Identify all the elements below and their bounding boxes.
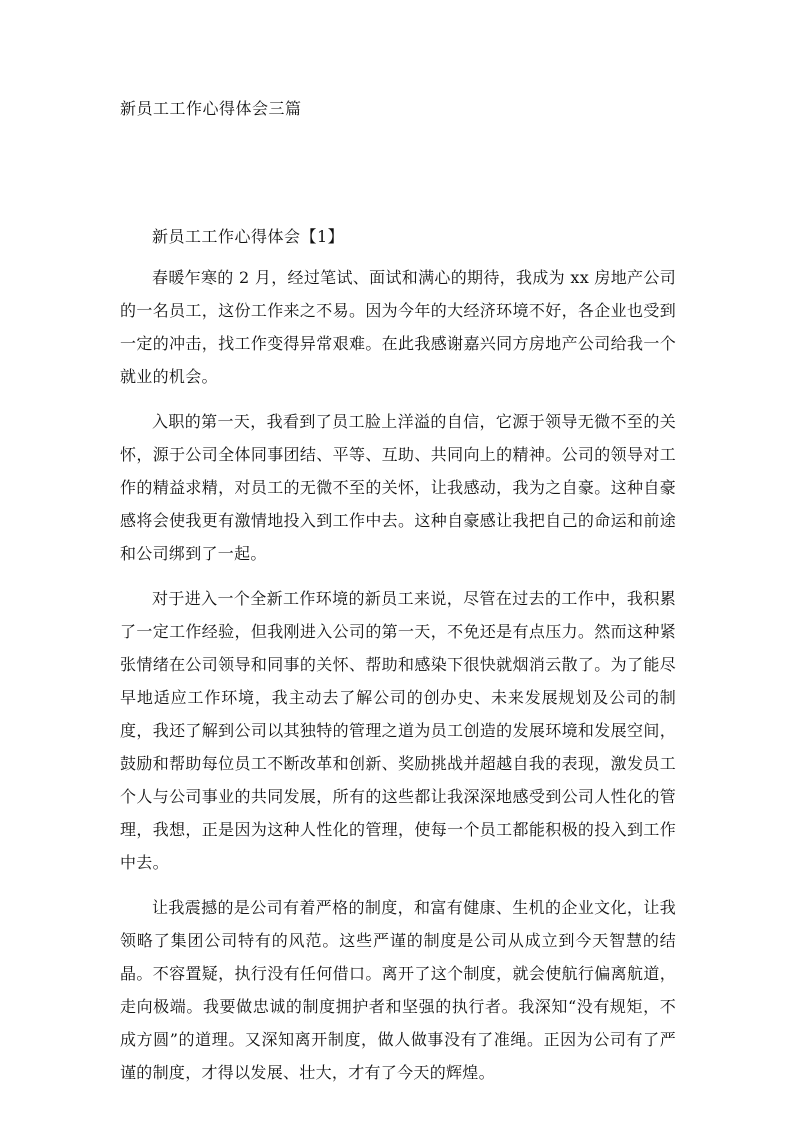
paragraph-1: 春暖乍寒的 2 月，经过笔试、面试和满心的期待，我成为 xx 房地产公司的一名员工，这份工作来之不易。因为今年的大经济环境不好，各企业也受到一定的冲击，找工作变得异常艰难。在此我感谢嘉兴同方房地产公司给我一个就业的机会。 bbox=[120, 268, 676, 386]
paragraph-2: 入职的第一天，我看到了员工脸上洋溢的自信，它源于领导无微不至的关怀，源于公司全体同事团结、平等、互助、共同向上的精神。公司的领导对工作的精益求精，对员工的无微不至的关怀，让我感动，我为之自豪。这种自豪感将会使我更有激情地投入到工作中去。这种自豪感让我把自己的命运和前途和公司绑到了一起。 bbox=[120, 412, 676, 563]
document-title: 新员工工作心得体会三篇 bbox=[120, 99, 302, 118]
paragraph-3: 对于进入一个全新工作环境的新员工来说，尽管在过去的工作中，我积累了一定工作经验，但我刚进入公司的第一天，不免还是有点压力。然而这种紧张情绪在公司领导和同事的关怀、帮助和感染下很快就烟消云散了。为了能尽早地适应工作环境，我主动去了解公司的创办史、未来发展规划及公司的制度，我还了解到公司以其独特的管理之道为员工创造的发展环境和发展空间，鼓励和帮助每位员工不断改革和创新、奖励挑战并超越自我的表现，激发员工个人与公司事业的共同发展，所有的这些都让我深深地感受到公司人性化的管理，我想，正是因为这种人性化的管理，使每一个员工都能积极的投入到工作中去。 bbox=[120, 589, 676, 872]
document-body bbox=[120, 261, 676, 1101]
paragraph-4: 让我震撼的是公司有着严格的制度，和富有健康、生机的企业文化，让我领略了集团公司特有的风范。这些严谨的制度是公司从成立到今天智慧的结晶。不容置疑，执行没有任何借口。离开了这个制度，就会使航行偏离航道，走向极端。我要做忠诚的制度拥护者和坚强的执行者。我深知“没有规矩，不成方圆”的道理。又深知离开制度，做人做事没有了准绳。正因为公司有了严谨的制度，才得以发展、壮大，才有了今天的辉煌。 bbox=[120, 898, 676, 1082]
section-heading: 新员工工作心得体会【1】 bbox=[152, 227, 345, 246]
